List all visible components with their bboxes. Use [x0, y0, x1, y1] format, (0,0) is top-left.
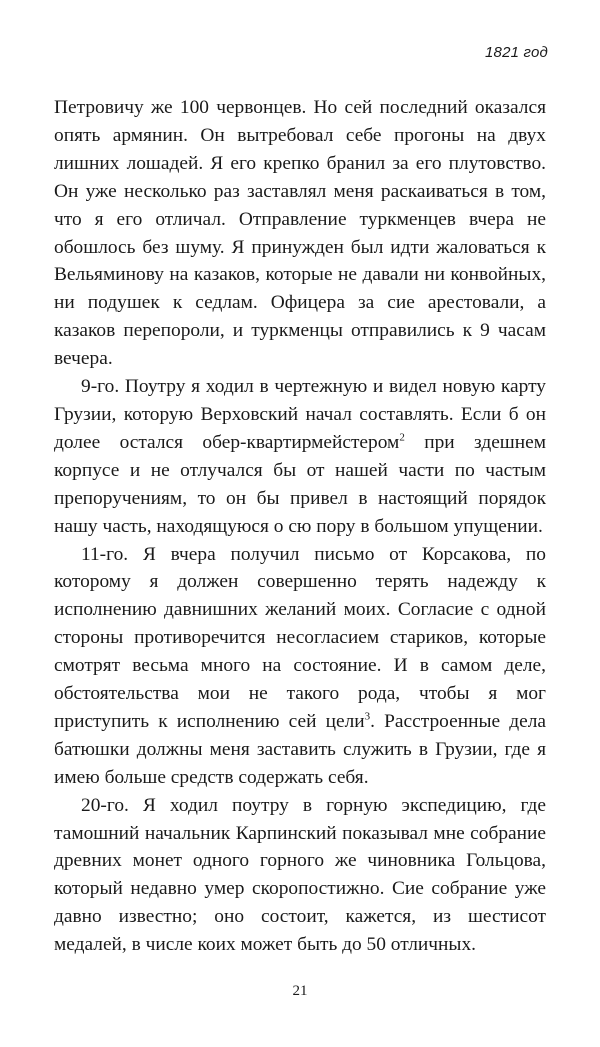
diary-entry-9: [54, 373, 546, 540]
entry-text: 9-го. Поутру я ходил в чертежную и видел новую карту Грузии, которую Верховский начал составлять. Если б он долее остался обер-квартирмейстером: [54, 376, 546, 453]
entry-text: при здешнем корпусе и не отлучался бы от нашей части по частым препоручениям, то он бы привел в настоящий порядок нашу часть, находящуюся о сю пору в большом упущении.: [54, 431, 546, 537]
footnote-marker: 3: [364, 710, 371, 723]
diary-entry-20: 20-го. Я ходил поутру в горную экспедицию, где тамошний начальник Карпинский показывал мне собрание древних монет одного горного же чиновника Гольцова, который недавно умер скоропостижно. Сие собрание уже давно известно; оно состоит, кажется, из шестисот медалей, в числе коих может быть до 50 отличных.: [54, 794, 546, 956]
entry-text: . Расстроенные дела батюшки должны меня заставить служить в Грузии, где я имею больше средств содержать себя.: [54, 710, 546, 788]
diary-entry-11: [54, 541, 546, 792]
entry-text: 11-го. Я вчера получил письмо от Корсакова, по которому я должен совершенно терять надежду к исполнению давнишних желаний моих. Согласие с одной стороны противоречится несогласием стариков, которые смотрят весьма много на состояние. И в самом деле, обстоятельства мои не такого рода, чтобы я мог приступить к исполнению сей цели: [54, 543, 546, 732]
page-number: 21: [292, 983, 308, 999]
running-header: 1821 год: [485, 44, 548, 61]
body-text: [54, 94, 546, 959]
paragraph-continuation: Петровичу же 100 червонцев. Но сей последний оказался опять армянин. Он вытребовал себе прогоны на двух лишних лошадей. Я его крепко бранил за его плутовство. Он уже несколько раз заставлял меня раскаиваться в том, что я его отличал. Отправление туркменцев вчера не обошлось без шуму. Я принужден был идти жаловаться к Вельяминову на казаков, которые не давали ни конвойных, ни подушек к седлам. Офицера за сие арестовали, а казаков перепороли, и туркменцы отправились к 9 часам вечера.: [54, 97, 546, 370]
footnote-marker: 2: [399, 431, 405, 444]
